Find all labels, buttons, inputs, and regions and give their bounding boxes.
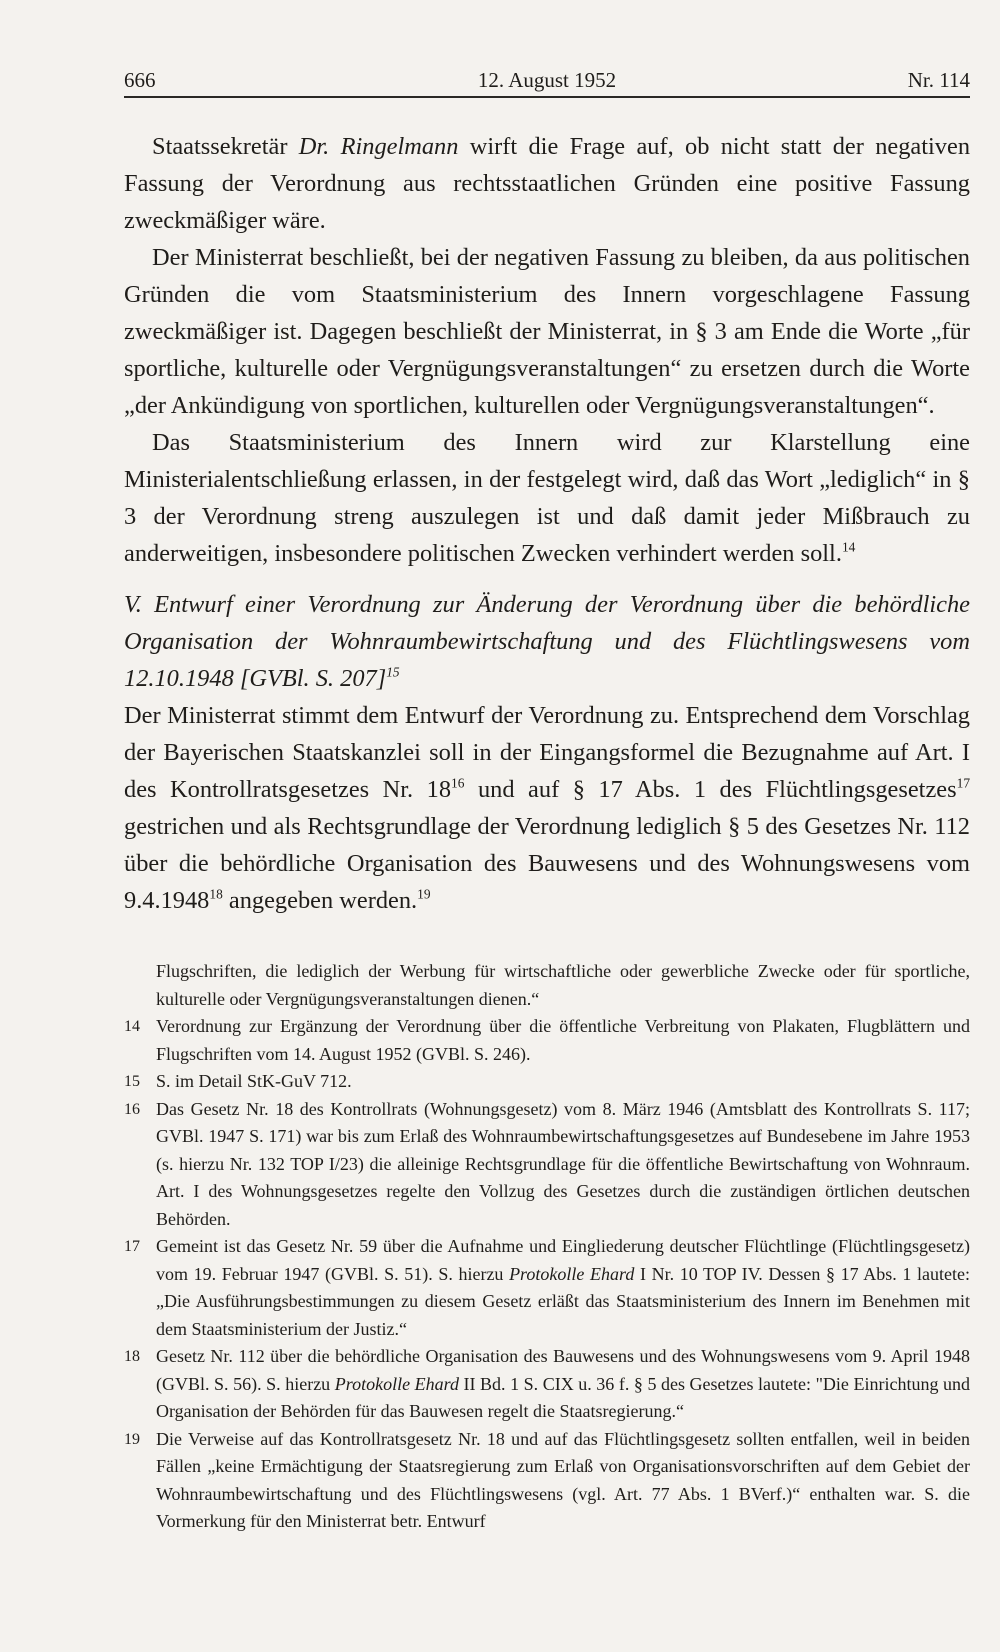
- paragraph-ringelmann: Staatssekretär Dr. Ringelmann wirft die Frage auf, ob nicht statt der negativen Fassung der Verordnung aus rechtsstaatlichen Gründen eine positive Fassung zweckmäßiger wäre.: [124, 133, 971, 234]
- document-number: Nr. 114: [907, 68, 970, 92]
- agenda-heading-v: V. Entwurf einer Verordnung zur Änderung der Verordnung über die behördliche Organisation der Wohnraumbewirtschaftung und des Flüchtlingswesens vom 12.10.1948 [GVBl. S. 207]$^{15}$: [124, 591, 970, 692]
- footnote-ref-19: 19: [417, 886, 431, 902]
- footnote-ref-15: 15: [386, 664, 400, 680]
- running-header: [124, 64, 970, 98]
- speaker-name: Dr. Ringelmann: [298, 133, 459, 160]
- footnote-14: 14 Verordnung zur Ergänzung der Verordnung über die öffentliche Verbreitung von Plakaten, Flugblättern und Flugschriften vom 14. August 1952 (GVBl. S. 246).: [124, 1016, 970, 1064]
- footnote-17: 17 Gemeint ist das Gesetz Nr. 59 über die Aufnahme und Eingliederung deutscher Flüchtlinge (Flüchtlingsgesetz) vom 19. Februar 1947 (GVBl. S. 51). S. hierzu Protokolle Ehard I Nr. 10 TOP IV. Dessen § 17 Abs. 1 lautete: „Die Ausführungsbestimmungen zu diesem Gesetz erläßt das Staatsministerium des Innern im Benehmen mit dem Staatsministerium der Justiz.“: [124, 1236, 971, 1339]
- header-date: 12. August 1952: [477, 68, 617, 92]
- main-text: [124, 128, 970, 919]
- paragraph-clarification: Das Staatsministerium des Innern wird zur Klarstellung eine Ministerialentschließung erlassen, in der festgelegt wird, daß das Wort „lediglich“ in § 3 der Verordnung streng auszulegen ist und daß damit jeder Mißbrauch zu anderweitigen, insbesondere politischen Zwecken verhindert werden soll.$^{14}$: [124, 429, 970, 567]
- footnote-15: 15 S. im Detail StK-GuV 712.: [124, 1071, 352, 1091]
- footnote-19: 19 Die Verweise auf das Kontrollratsgesetz Nr. 18 und auf das Flüchtlingsgesetz sollten entfallen, weil in beiden Fällen „keine Ermächtigung der Staatsregierung zum Erlaß von Organisationsvorschriften auf dem Gebiet der Wohnraumbewirtschaftung und des Flüchtlingswesens (vgl. Art. 77 Abs. 1 BVerf.)“ enthalten war. S. die Vormerkung für den Ministerrat betr. Entwurf: [124, 1428, 970, 1531]
- paragraph-decision: Der Ministerrat beschließt, bei der negativen Fassung zu bleiben, da aus politischen Gründen die vom Staatsministerium des Innern vorgeschlagene Fassung zweckmäßiger ist. Dagegen beschließt der Ministerrat, in § 3 am Ende die Worte „für sportliche, kulturelle oder Vergnügungsveranstaltungen“ zu ersetzen durch die Worte „der Ankündigung von sportlichen, kulturellen oder Vergnügungsveranstaltungen“.: [124, 244, 970, 419]
- footnote-ref-16: 16: [451, 775, 465, 791]
- page-number: 666: [124, 68, 156, 92]
- footnote-16: 16 Das Gesetz Nr. 18 des Kontrollrats (Wohnungsgesetz) vom 8. März 1946 (Amtsblatt des Kontrollrats S. 117; GVBl. 1947 S. 171) war bis zum Erlaß des Wohnraumbewirtschaftungsgesetzes auf Bundesebene im Jahre 1953 (s. hierzu Nr. 132 TOP I/23) die alleinige Rechtsgrundlage für die öffentliche Bewirtschaftung von Wohnraum. Art. I des Wohnungsgesetzes regelte den Vollzug des Gesetzes durch die zuständigen örtlichen deutschen Behörden.: [124, 1098, 970, 1229]
- footnote-18: 18 Gesetz Nr. 112 über die behördliche Organisation des Bauwesens und des Wohnungswesens vom 9. April 1948 (GVBl. S. 56). S. hierzu Protokolle Ehard II Bd. 1 S. CIX u. 36 f. § 5 des Gesetzes lautete: "Die Einrichtung und Organisation der Behörden für das Bauwesen regelt die Staatsregierung.“: [124, 1346, 970, 1421]
- footnote-ref-14: 14: [841, 539, 856, 555]
- footnotes: [124, 958, 970, 1536]
- footnote-ref-18: 18: [209, 886, 223, 902]
- footnote-ref-17: 17: [956, 775, 971, 791]
- paragraph-approval: Der Ministerrat stimmt dem Entwurf der Verordnung zu. Entsprechend dem Vorschlag der Bayerischen Staatskanzlei soll in der Eingangsformel die Bezugnahme auf Art. I des Kontrollratsgesetzes Nr. $18^{16}$ und auf § 17 Abs. 1 des Flüchtlingsgesetzes$^{17}$ gestrichen und als Rechtsgrundlage der Verordnung lediglich § 5 des Gesetzes Nr. 112 über die behördliche Organisation des Bauwesens und des Wohnungswesens vom 9.4.1948$^{18}$ angegeben werden.$^{19}$: [124, 702, 971, 914]
- footnote-continuation: Flugschriften, die lediglich der Werbung für wirtschaftliche oder gewerbliche Zwecke oder für sportliche, kulturelle oder Vergnügungsveranstaltungen dienen.“: [156, 961, 970, 1009]
